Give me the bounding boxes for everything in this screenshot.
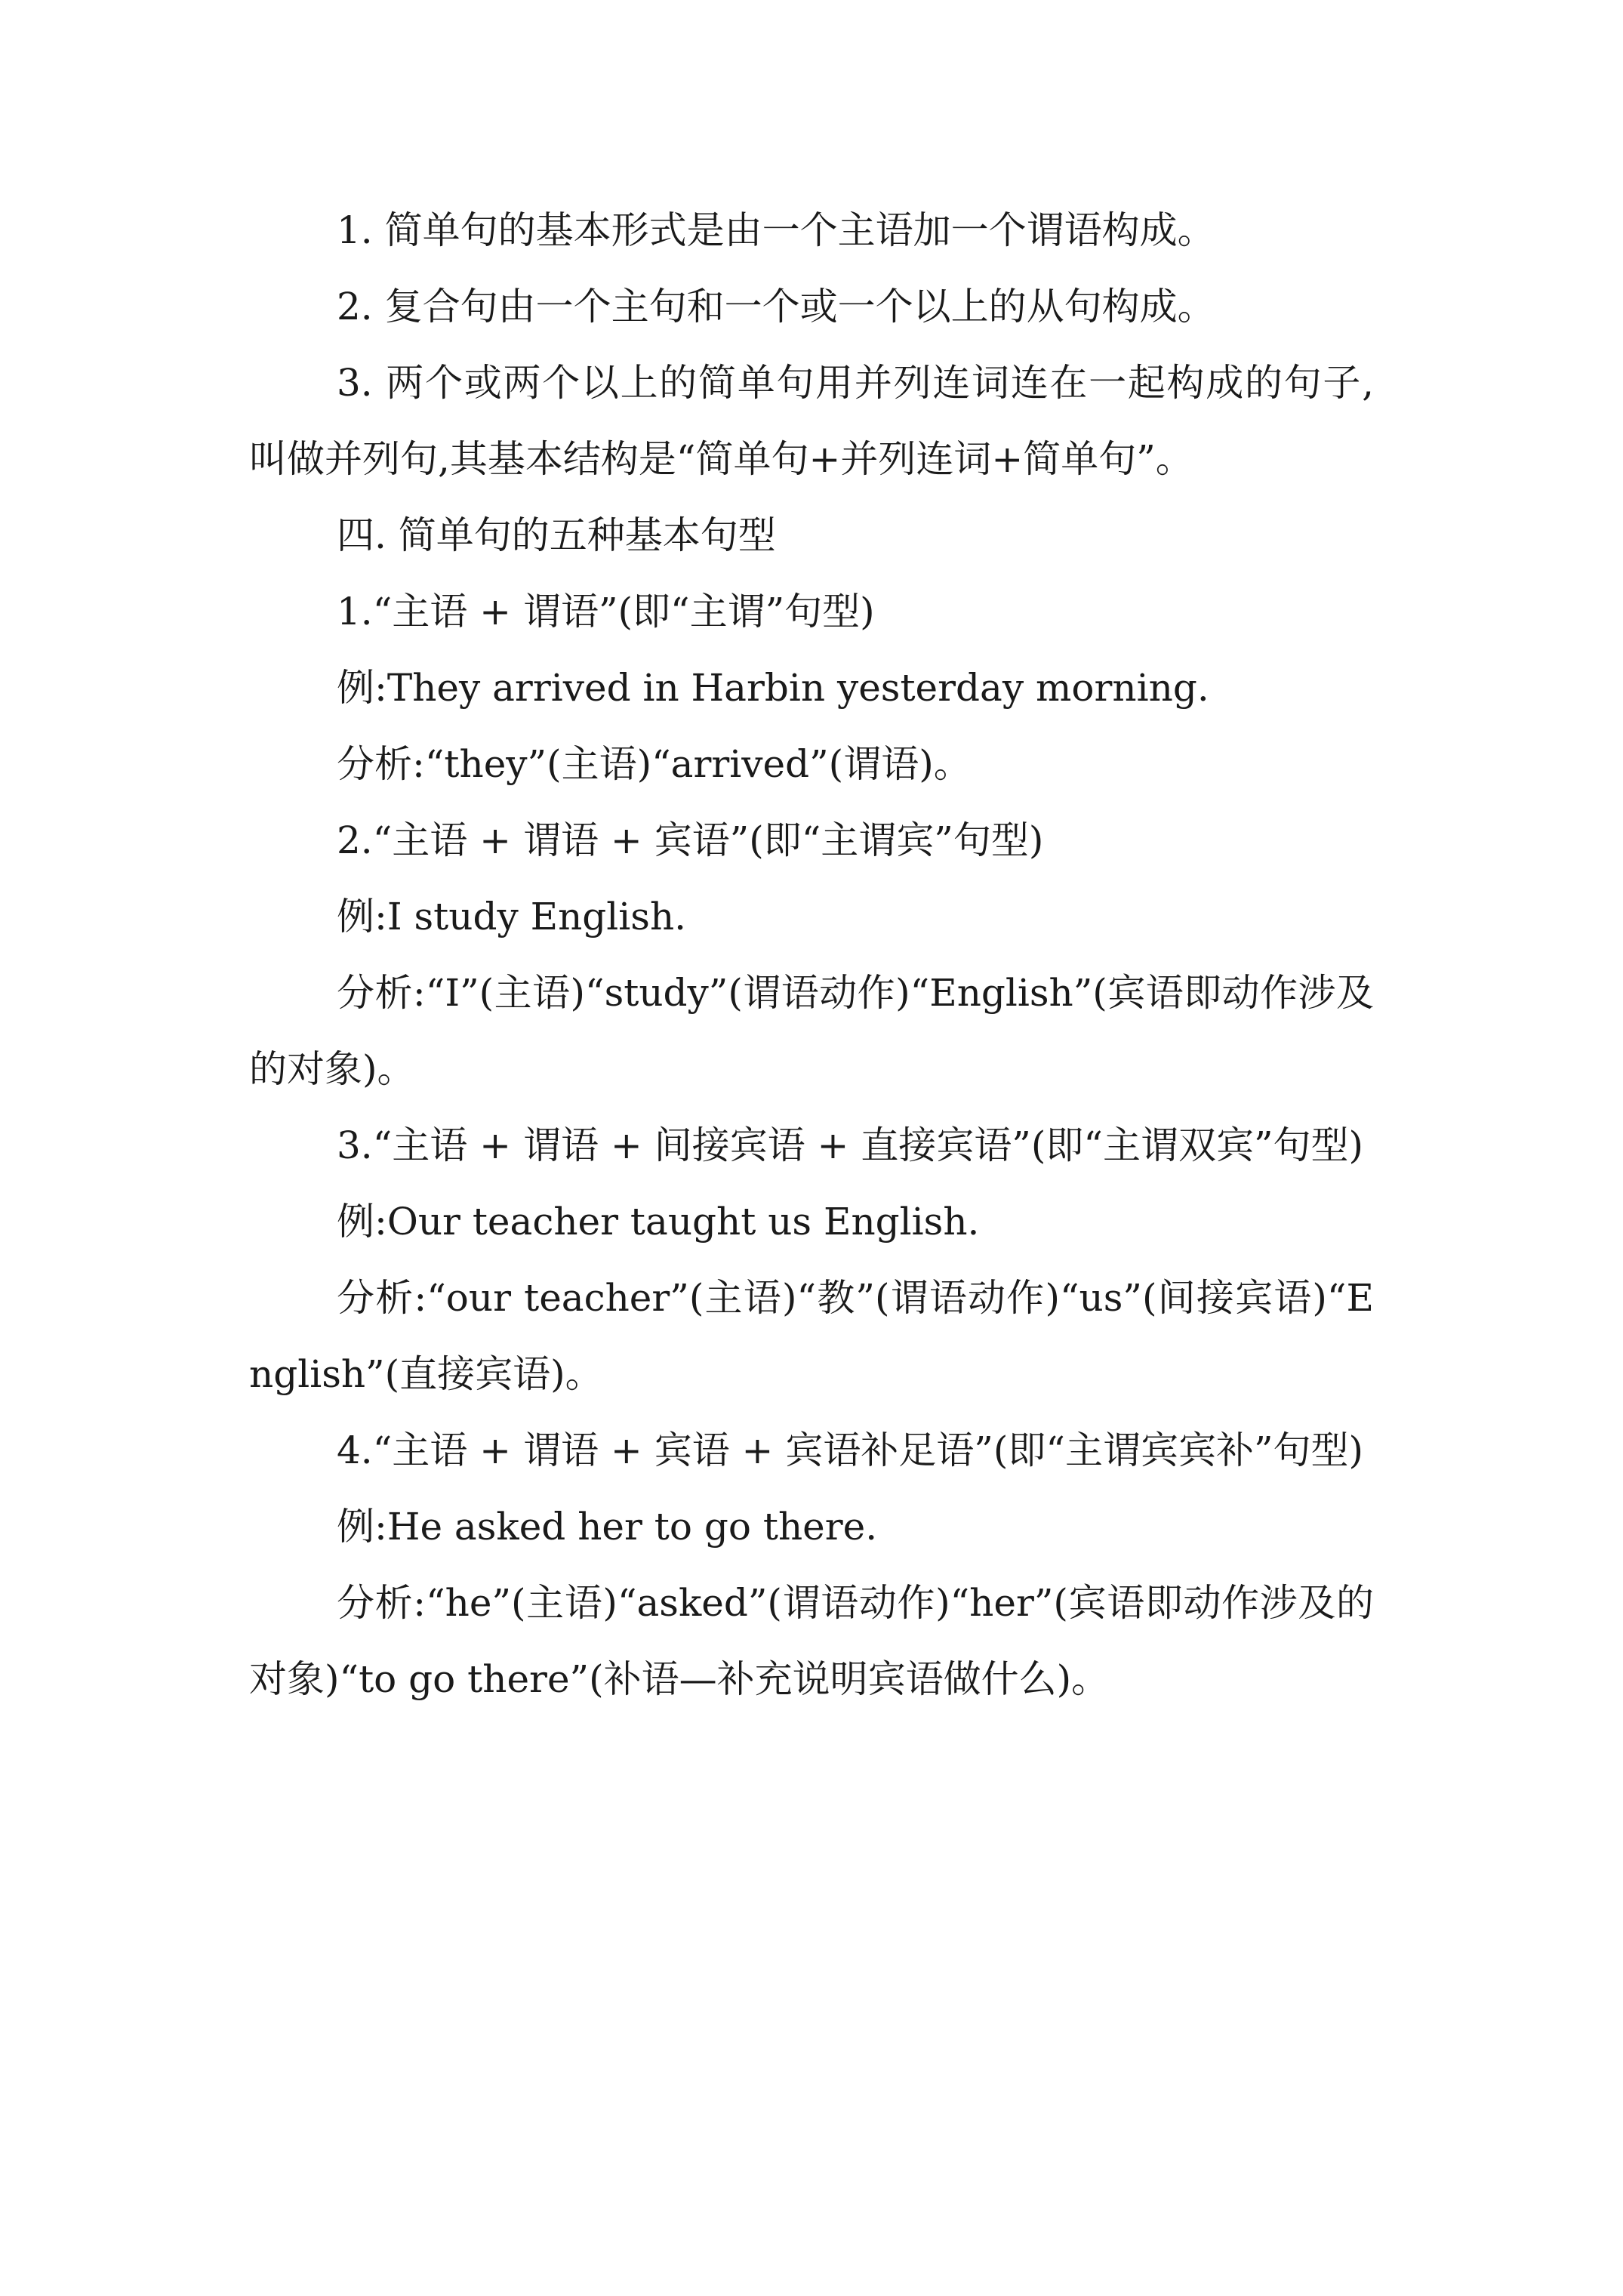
pattern-1-heading: 1.“主语 + 谓语”(即“主谓”句型) [337,590,875,633]
pattern-3-heading: 3.“主语 + 谓语 + 间接宾语 + 直接宾语”(即“主谓双宾”句型) [337,1123,1364,1167]
section-heading-five-patterns: 四. 简单句的五种基本句型 [337,513,776,557]
pattern-3-example: 例:Our teacher taught us English. [337,1200,980,1244]
pattern-2-heading: 2.“主语 + 谓语 + 宾语”(即“主谓宾”句型) [337,818,1044,862]
pattern-1-analysis: 分析:“they”(主语)“arrived”(谓语)。 [337,742,972,786]
pattern-2-analysis: 分析:“I”(主语)“study”(谓语动作)“English”(宾语即动作涉及的对象)。 [249,971,1374,1091]
pattern-2-example: 例:I study English. [337,895,687,938]
paragraph-compound-sentence: 3. 两个或两个以上的简单句用并列连词连在一起构成的句子,叫做并列句,其基本结构是“简单句+并列连词+简单句”。 [249,361,1374,481]
paragraph-complex-sentence: 2. 复合句由一个主句和一个或一个以上的从句构成。 [337,285,1215,328]
pattern-1-example: 例:They arrived in Harbin yesterday morning. [337,666,1209,710]
document-body [249,193,1374,1718]
pattern-4-analysis: 分析:“he”(主语)“asked”(谓语动作)“her”(宾语即动作涉及的对象)“to go there”(补语—补充说明宾语做什么)。 [249,1581,1374,1701]
paragraph-simple-sentence-form: 1. 简单句的基本形式是由一个主语加一个谓语构成。 [337,208,1215,252]
pattern-3-analysis: 分析:“our teacher”(主语)“教”(谓语动作)“us”(间接宾语)“English”(直接宾语)。 [249,1276,1374,1396]
pattern-4-heading: 4.“主语 + 谓语 + 宾语 + 宾语补足语”(即“主谓宾宾补”句型) [337,1428,1364,1472]
pattern-4-example: 例:He asked her to go there. [337,1505,878,1549]
